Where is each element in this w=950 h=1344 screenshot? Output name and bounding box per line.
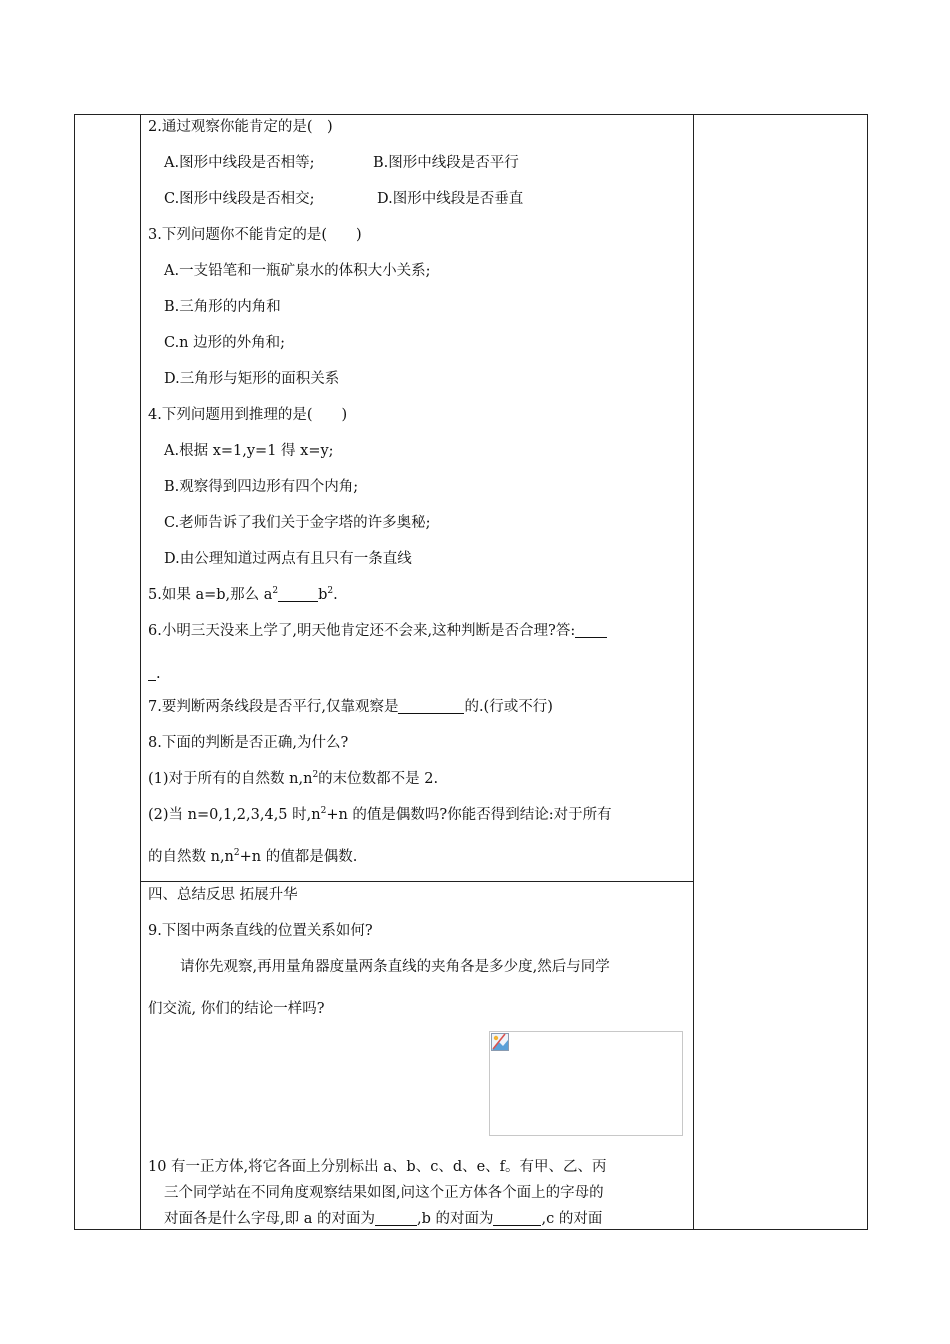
q9-instruction-line2: 们交流, 你们的结论一样吗?	[148, 1001, 325, 1017]
q2-option-c: C.图形中线段是否相交;	[164, 191, 315, 207]
q8-part1-exponent: 2	[312, 770, 319, 780]
q6-line2	[148, 664, 161, 684]
section-4-title: 四、总结反思 拓展升华	[148, 887, 298, 903]
q8-part1	[148, 769, 438, 789]
q4-option-d: D.由公理知道过两点有且只有一条直线	[164, 551, 412, 567]
column-divider-left	[140, 115, 141, 1229]
broken-image-icon	[491, 1033, 509, 1051]
q5-line	[148, 585, 338, 605]
q5-text-b: b	[318, 587, 328, 603]
q10-text-b: ,b 的对面为	[416, 1211, 494, 1227]
q8-part3-exponent: 2	[233, 848, 240, 858]
q6-text-end: .	[156, 666, 161, 682]
q3-option-b: B.三角形的内角和	[164, 299, 281, 315]
q8-part1-end: 的末位数都不是 2.	[318, 771, 439, 787]
q8-part3-end: +n 的值都是偶数.	[239, 849, 358, 865]
q8-part2-end: +n 的值是偶数吗?你能否得到结论:对于所有	[326, 807, 612, 823]
q6-line1	[148, 621, 607, 641]
q10-blank-a[interactable]	[375, 1211, 417, 1226]
q10-line1: 10 有一正方体,将它各面上分别标出 a、b、c、d、e、f。有甲、乙、丙	[148, 1159, 607, 1175]
q5-exponent-a: 2	[272, 586, 279, 596]
worksheet-table	[74, 114, 868, 1230]
q7-text-start: 7.要判断两条线段是否平行,仅靠观察是	[148, 699, 399, 715]
column-divider-right	[693, 115, 694, 1229]
q8-part2-continued	[148, 847, 357, 867]
q6-text: 6.小明三天没来上学了,明天他肯定还不会来,这种判断是否合理?答:	[148, 623, 576, 639]
q5-blank[interactable]	[278, 587, 318, 602]
q3-option-d: D.三角形与矩形的面积关系	[164, 371, 340, 387]
q10-line2: 三个同学站在不同角度观察结果如图,问这个正方体各个面上的字母的	[164, 1185, 604, 1201]
q5-text-start: 5.如果 a=b,那么 a	[148, 587, 273, 603]
q10-text-a: 对面各是什么字母,即 a 的对面为	[164, 1211, 375, 1227]
q6-blank-part1[interactable]	[575, 623, 607, 638]
q10-text-c: ,c 的对面	[541, 1211, 603, 1227]
q7-blank[interactable]	[398, 699, 464, 714]
q4-option-a: A.根据 x=1,y=1 得 x=y;	[164, 443, 334, 459]
q8-part2-exponent: 2	[320, 806, 327, 816]
q4-option-c: C.老师告诉了我们关于金字塔的许多奥秘;	[164, 515, 431, 531]
q9-stem: 9.下图中两条直线的位置关系如何?	[148, 923, 373, 939]
missing-figure-placeholder	[489, 1031, 683, 1136]
q4-option-b: B.观察得到四边形有四个内角;	[164, 479, 359, 495]
q10-line3	[164, 1209, 602, 1229]
q4-stem: 4.下列问题用到推理的是( )	[148, 407, 348, 423]
q2-option-d: D.图形中线段是否垂直	[377, 191, 524, 207]
q7-text-end: 的.(行或不行)	[464, 699, 553, 715]
q5-exponent-b: 2	[327, 586, 334, 596]
q8-part2-start: (2)当 n=0,1,2,3,4,5 时,n	[148, 807, 321, 823]
q2-option-b: B.图形中线段是否平行	[373, 155, 519, 171]
q3-option-a: A.一支铅笔和一瓶矿泉水的体积大小关系;	[164, 263, 431, 279]
q7-line	[148, 697, 553, 717]
q9-instruction-line1: 请你先观察,再用量角器度量两条直线的夹角各是多少度,然后与同学	[180, 959, 610, 975]
q8-part1-start: (1)对于所有的自然数 n,n	[148, 771, 313, 787]
q8-stem: 8.下面的判断是否正确,为什么?	[148, 735, 349, 751]
q8-part2	[148, 805, 612, 825]
q10-blank-b[interactable]	[493, 1211, 541, 1226]
q2-option-a: A.图形中线段是否相等;	[164, 155, 315, 171]
q5-text-end: .	[333, 587, 338, 603]
row-divider	[140, 881, 693, 882]
q6-blank-part2[interactable]	[148, 666, 156, 681]
q8-part3-start: 的自然数 n,n	[148, 849, 234, 865]
q3-option-c: C.n 边形的外角和;	[164, 335, 286, 351]
q2-stem: 2.通过观察你能肯定的是( )	[148, 119, 333, 135]
q3-stem: 3.下列问题你不能肯定的是( )	[148, 227, 362, 243]
